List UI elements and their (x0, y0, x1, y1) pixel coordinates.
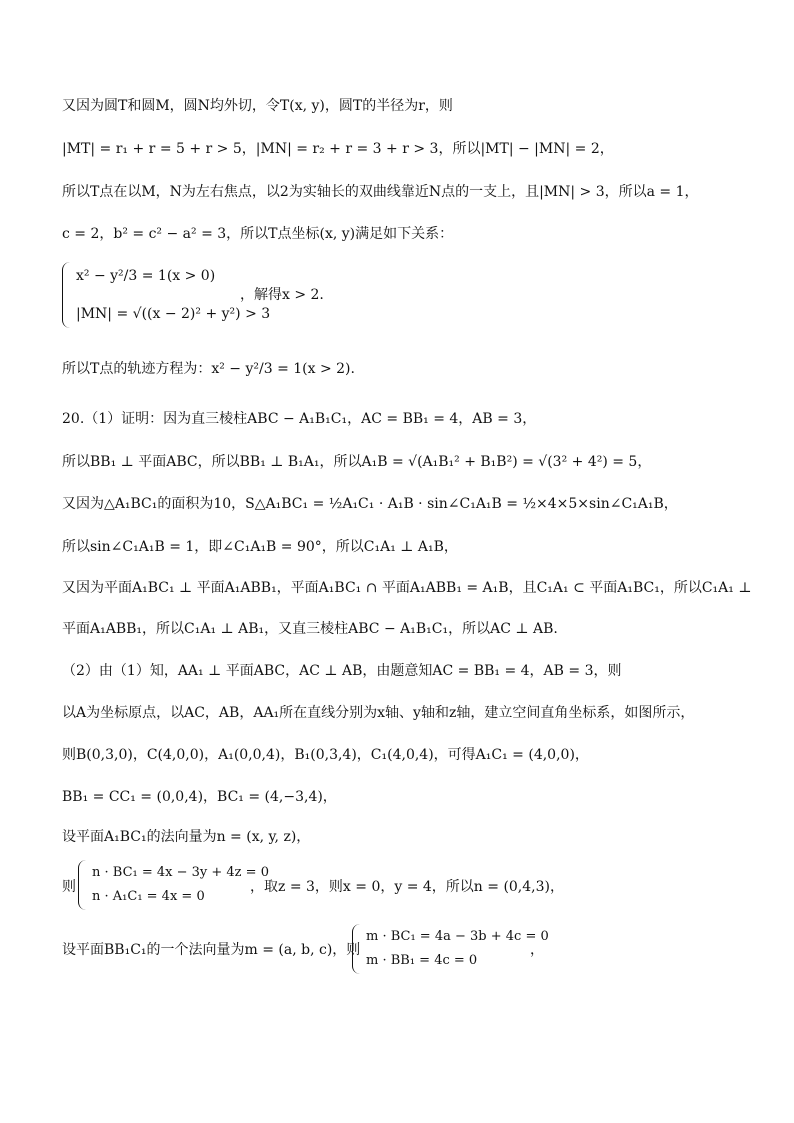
text-line-14: 则B(0,3,0)，C(4,0,0)，A₁(0,0,4)，B₁(0,3,4)，C₁(4,0,4)，可得A₁C₁ = (4,0,0)， (62, 747, 589, 763)
equation-system-1 (62, 262, 270, 328)
text-line-16: 设平面A₁BC₁的法向量为n = (x, y, z)， (62, 829, 311, 845)
left-brace (352, 924, 363, 974)
system1-eq2: |MN| = √((x − 2)² + y²) > 3 (76, 306, 271, 322)
system2-tail: ，取z = 3，则x = 0，y = 4，所以n = (0,4,3)， (250, 879, 564, 895)
equation-system-2 (78, 860, 269, 910)
text-line-1: 又因为圆T和圆M，圆N均外切，令T(x, y)，圆T的半径为r，则 (62, 98, 453, 114)
system3-eq1: m · BC₁ = 4a − 3b + 4c = 0 (366, 929, 549, 944)
system2-eq2: n · A₁C₁ = 4x = 0 (92, 889, 205, 904)
system1-eq1: x² − y²/3 = 1(x > 0) (76, 268, 216, 284)
text-line-10: 又因为平面A₁BC₁ ⊥ 平面A₁ABB₁，平面A₁BC₁ ∩ 平面A₁ABB₁ = A₁B，且C₁A₁ ⊂ 平面A₁BC₁，所以C₁A₁ ⊥ (62, 580, 752, 596)
text-line-13: 以A为坐标原点，以AC，AB，AA₁所在直线分别为x轴、y轴和z轴，建立空间直角坐标系，如图所示， (62, 705, 695, 721)
left-brace (78, 860, 89, 910)
text-line-5: 所以T点的轨迹方程为：x² − y²/3 = 1(x > 2). (62, 361, 355, 377)
left-brace (62, 262, 73, 328)
system2-eq1: n · BC₁ = 4x − 3y + 4z = 0 (92, 865, 269, 880)
system2-prefix: 则 (62, 879, 76, 895)
text-line-8: 又因为△A₁BC₁的面积为10，S△A₁BC₁ = ½A₁C₁ · A₁B · sin∠C₁A₁B = ½×4×5×sin∠C₁A₁B， (62, 496, 678, 512)
system1-tail: ，解得x > 2. (240, 287, 324, 303)
text-line-3: 所以T点在以M，N为左右焦点，以2为实轴长的双曲线靠近N点的一支上，且|MN| > 3，所以a = 1， (62, 184, 699, 200)
system3-eq2: m · BB₁ = 4c = 0 (366, 953, 478, 968)
text-line-12: （2）由（1）知，AA₁ ⊥ 平面ABC，AC ⊥ AB，由题意知AC = BB₁ = 4，AB = 3，则 (62, 663, 622, 679)
equation-system-3 (352, 924, 549, 974)
text-line-2: |MT| = r₁ + r = 5 + r > 5，|MN| = r₂ + r = 3 + r > 3，所以|MT| − |MN| = 2， (62, 141, 614, 157)
text-line-4: c = 2，b² = c² − a² = 3，所以T点坐标(x, y)满足如下关系： (62, 226, 454, 242)
text-line-6: 20.（1）证明：因为直三棱柱ABC − A₁B₁C₁，AC = BB₁ = 4，AB = 3， (62, 411, 537, 427)
text-line-15: BB₁ = CC₁ = (0,0,4)，BC₁ = (4,−3,4)， (62, 789, 337, 805)
text-line-7: 所以BB₁ ⊥ 平面ABC，所以BB₁ ⊥ B₁A₁，所以A₁B = √(A₁B₁² + B₁B²) = √(3² + 4²) = 5， (62, 454, 652, 470)
text-line-9: 所以sin∠C₁A₁B = 1，即∠C₁A₁B = 90°，所以C₁A₁ ⊥ A₁B， (62, 539, 458, 555)
system3-tail: ， (530, 942, 544, 958)
system3-prefix: 设平面BB₁C₁的一个法向量为m = (a, b, c)，则 (62, 942, 361, 958)
text-line-11: 平面A₁ABB₁，所以C₁A₁ ⊥ AB₁，又直三棱柱ABC − A₁B₁C₁，所以AC ⊥ AB. (62, 621, 558, 637)
